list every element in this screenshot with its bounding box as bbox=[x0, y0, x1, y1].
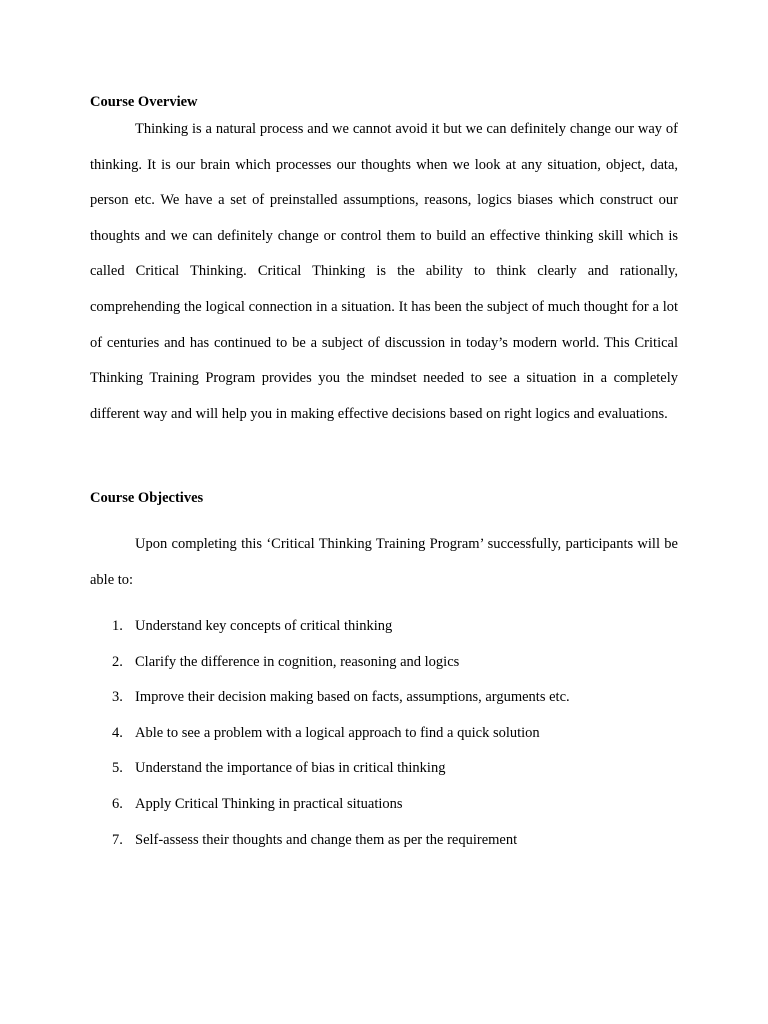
list-item bbox=[90, 609, 678, 645]
list-item bbox=[90, 787, 678, 823]
list-item-number: 6. bbox=[112, 795, 123, 812]
list-item bbox=[90, 680, 678, 716]
course-overview-heading: Course Overview bbox=[90, 94, 198, 110]
course-objectives-heading: Course Objectives bbox=[90, 490, 204, 506]
list-item-number: 3. bbox=[112, 689, 123, 706]
list-item bbox=[90, 645, 678, 681]
course-objectives-intro: Upon completing this ‘Critical Thinking Training Program’ successfully, participants will be able to: bbox=[90, 536, 678, 588]
list-item bbox=[90, 751, 678, 787]
list-item-text: Understand key concepts of critical thinking bbox=[135, 618, 393, 634]
list-item-number: 7. bbox=[112, 831, 123, 848]
course-overview-paragraph: Thinking is a natural process and we cannot avoid it but we can definitely change our way of thinking. It is our brain which processes our thoughts when we look at any situation, object, data, person etc. We have a set of preinstalled assumptions, reasons, logics biases which construct our thoughts and we can definitely change or control them to build an effective thinking skill which is called Critical Thinking. Critical Thinking is the ability to think clearly and rationally, comprehending the logical connection in a situation. It has been the subject of much thought for a lot of centuries and has continued to be a subject of discussion in today’s modern world. This Critical Thinking Training Program provides you the mindset needed to see a situation in a completely different way and will help you in making effective decisions based on right logics and evaluations. bbox=[90, 121, 678, 422]
list-item-text: Understand the importance of bias in critical thinking bbox=[135, 760, 446, 777]
list-item-text: Apply Critical Thinking in practical situations bbox=[135, 795, 403, 812]
document-page bbox=[90, 0, 678, 1024]
list-item-number: 4. bbox=[112, 724, 123, 741]
list-item-text: Able to see a problem with a logical approach to find a quick solution bbox=[135, 724, 540, 741]
list-item-number: 5. bbox=[112, 760, 123, 777]
list-item-text: Self-assess their thoughts and change them as per the requirement bbox=[135, 831, 518, 848]
list-item-number: 1. bbox=[112, 618, 123, 634]
list-item-text: Improve their decision making based on facts, assumptions, arguments etc. bbox=[135, 689, 570, 706]
list-item-text: Clarify the difference in cognition, reasoning and logics bbox=[135, 653, 460, 670]
list-item bbox=[90, 823, 678, 859]
list-item-number: 2. bbox=[112, 653, 123, 670]
list-item bbox=[90, 716, 678, 752]
objectives-list bbox=[90, 609, 678, 858]
